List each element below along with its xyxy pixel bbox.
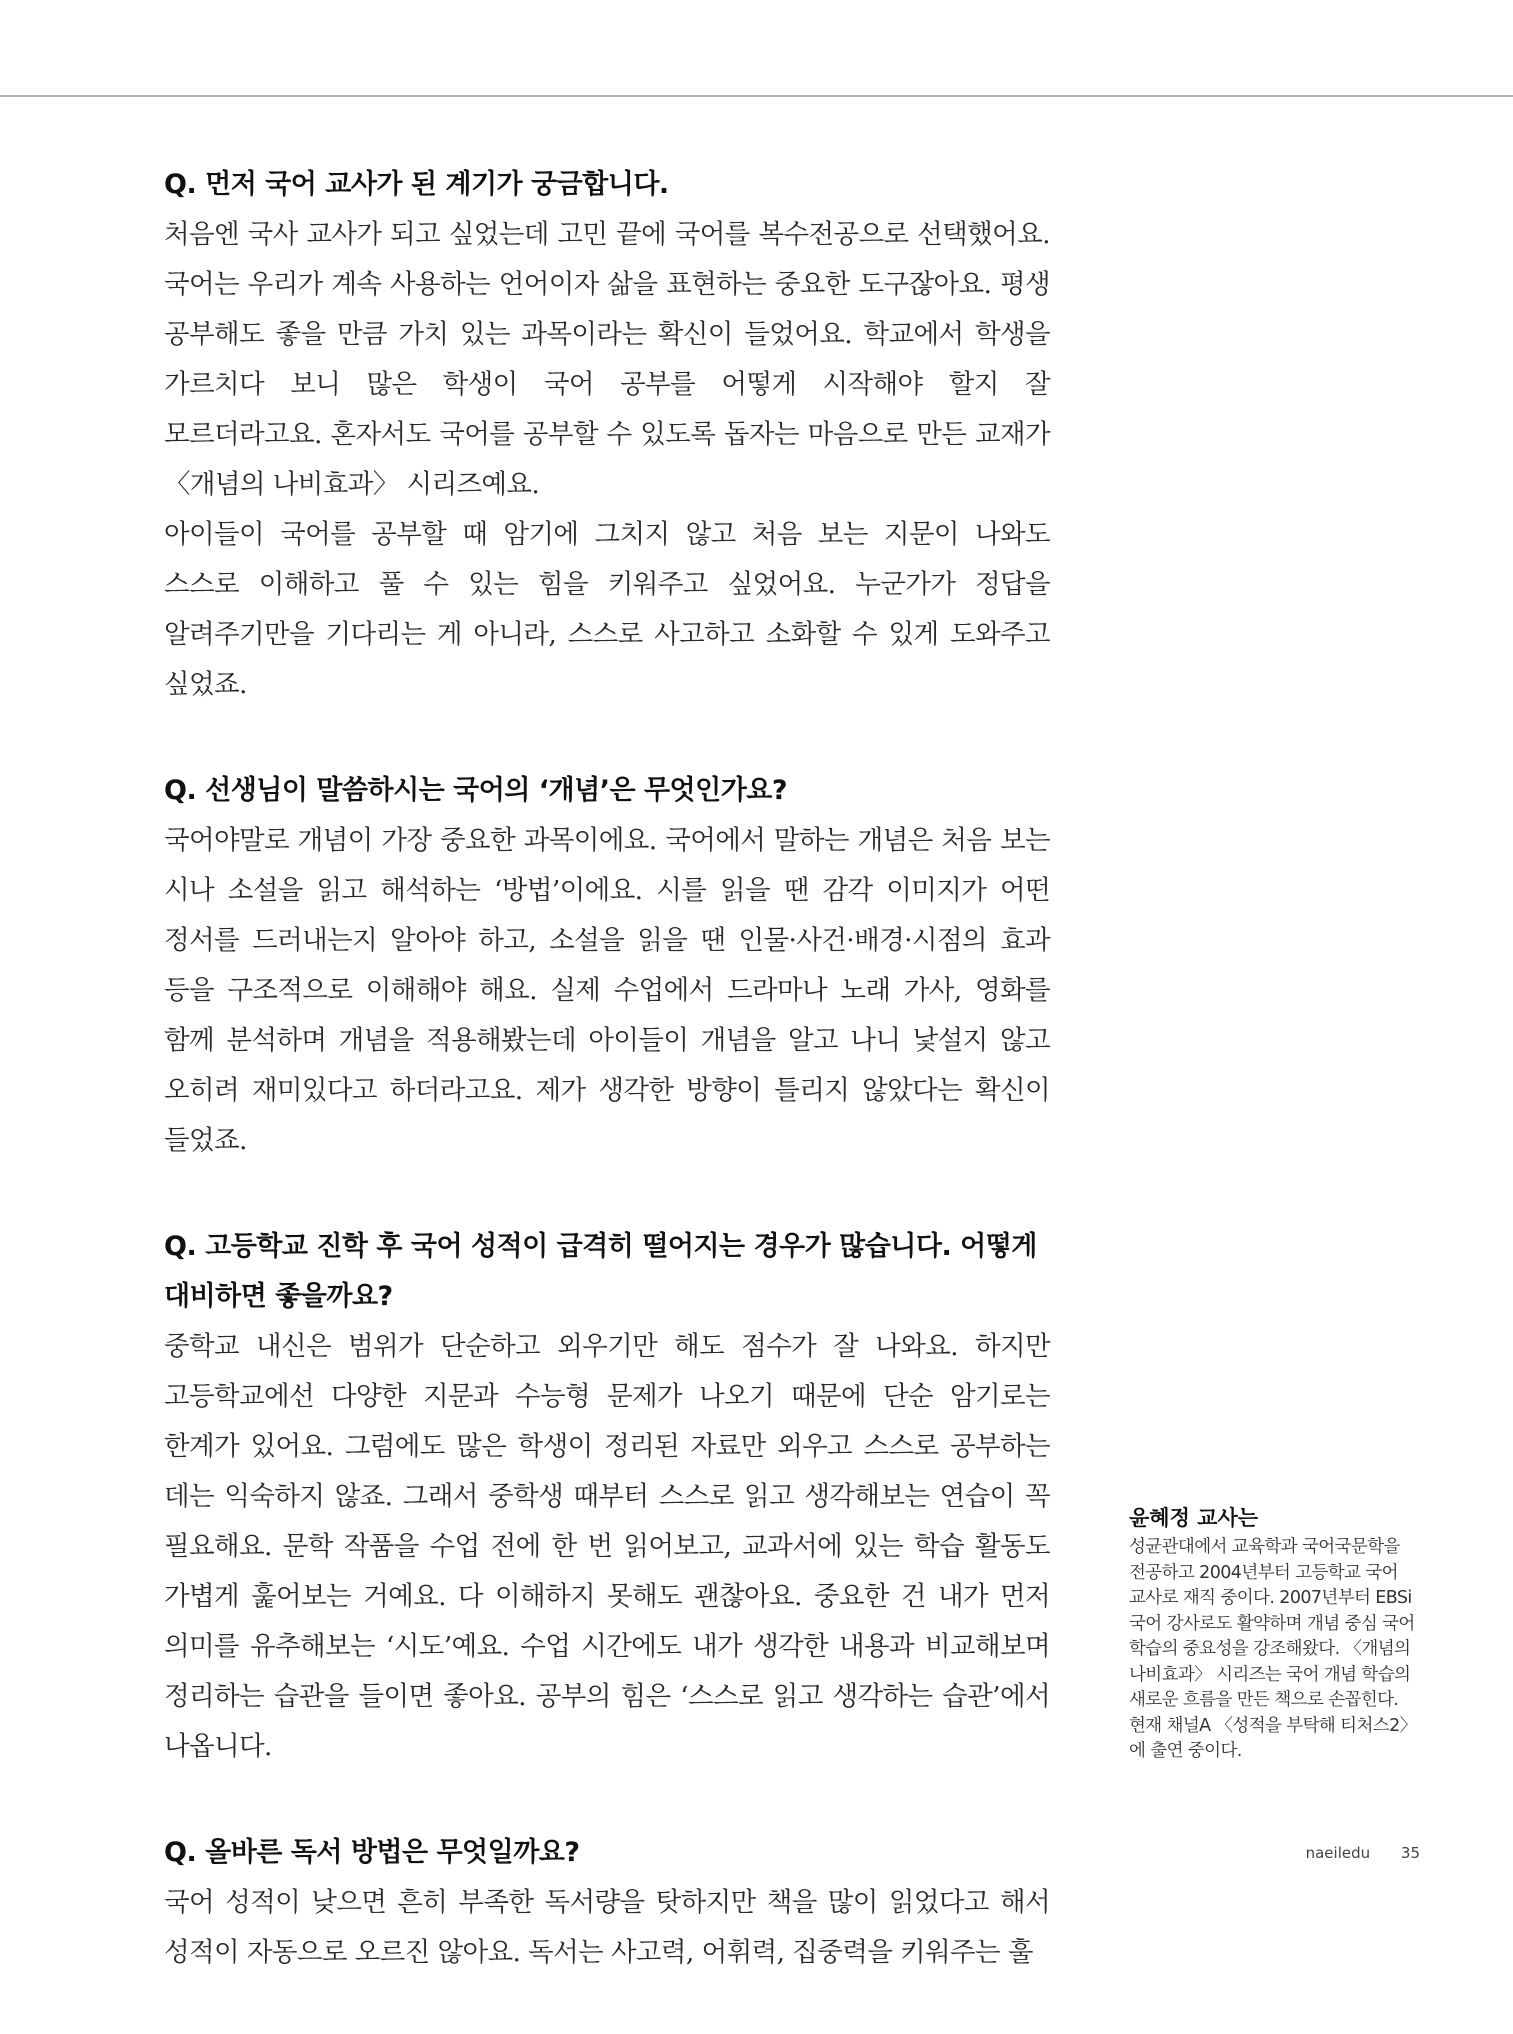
question-heading: Q. 올바른 독서 방법은 무엇일까요? — [164, 1837, 580, 1868]
qa-section-4 — [164, 1828, 1050, 1978]
header-divider-line — [0, 95, 1513, 97]
interview-article — [164, 160, 1050, 2034]
question-heading: Q. 먼저 국어 교사가 된 계기가 궁금합니다. — [164, 169, 669, 200]
answer-paragraph: 중학교 내신은 범위가 단순하고 외우기만 해도 점수가 잘 나와요. 하지만 고등학교에선 다양한 지문과 수능형 문제가 나오기 때문에 단순 암기로는 한계가 있어요. 그럼에도 많은 학생이 정리된 자료만 외우고 스스로 공부하는 데는 익숙하지 않죠. 그래서 중학생 때부터 스스로 읽고 생각해보는 연습이 꼭 필요해요. 문학 작품을 수업 전에 한 번 읽어보고, 교과서에 있는 학습 활동도 가볍게 훑어보는 거예요. 다 이해하지 못해도 괜찮아요. 중요한 건 내가 먼저 의미를 유추해보는 ‘시도’예요. 수업 시간에도 내가 생각한 내용과 비교해보며 정리하는 습관을 들이면 좋아요. 공부의 힘은 ‘스스로 읽고 생각하는 습관’에서 나옵니다. — [164, 1331, 1050, 1762]
page-footer — [1200, 1844, 1420, 1862]
teacher-profile-sidebar — [1129, 1503, 1419, 1765]
answer-paragraph: 국어 성적이 낮으면 흔히 부족한 독서량을 탓하지만 책을 많이 읽었다고 해서 성적이 자동으로 오르진 않아요. 독서는 사고력, 어휘력, 집중력을 키워주는 훌 — [164, 1887, 1050, 1968]
question-heading: Q. 고등학교 진학 후 국어 성적이 급격히 떨어지는 경우가 많습니다. 어떻게 대비하면 좋을까요? — [164, 1231, 1037, 1312]
qa-section-3 — [164, 1222, 1050, 1772]
page-number: 35 — [1400, 1844, 1420, 1862]
profile-bio: 성균관대에서 교육학과 국어국문학을 전공하고 2004년부터 고등학교 국어 교사로 재직 중이다. 2007년부터 EBSi 국어 강사로도 활약하며 개념 중심 국어 학습의 중요성을 강조해왔다. 〈개념의 나비효과〉 시리즈는 국어 개념 학습의 새로운 흐름을 만든 책으로 손꼽힌다. 현재 채널A 〈성적을 부탁해 티처스2〉에 출연 중이다. — [1129, 1537, 1417, 1761]
publication-name: naeiledu — [1305, 1844, 1371, 1862]
profile-name: 윤혜정 교사는 — [1129, 1506, 1259, 1530]
answer-paragraph: 국어야말로 개념이 가장 중요한 과목이에요. 국어에서 말하는 개념은 처음 보는 시나 소설을 읽고 해석하는 ‘방법’이에요. 시를 읽을 땐 감각 이미지가 어떤 정서를 드러내는지 알아야 하고, 소설을 읽을 땐 인물·사건·배경·시점의 효과 등을 구조적으로 이해해야 해요. 실제 수업에서 드라마나 노래 가사, 영화를 함께 분석하며 개념을 적용해봤는데 아이들이 개념을 알고 나니 낯설지 않고 오히려 재미있다고 하더라고요. 제가 생각한 방향이 틀리지 않았다는 확신이 들었죠. — [164, 825, 1050, 1156]
answer-paragraph: 아이들이 국어를 공부할 때 암기에 그치지 않고 처음 보는 지문이 나와도 스스로 이해하고 풀 수 있는 힘을 키워주고 싶었어요. 누군가가 정답을 알려주기만을 기다리는 게 아니라, 스스로 사고하고 소화할 수 있게 도와주고 싶었죠. — [164, 519, 1050, 700]
answer-paragraph: 처음엔 국사 교사가 되고 싶었는데 고민 끝에 국어를 복수전공으로 선택했어요. 국어는 우리가 계속 사용하는 언어이자 삶을 표현하는 중요한 도구잖아요. 평생 공부해도 좋을 만큼 가치 있는 과목이라는 확신이 들었어요. 학교에서 학생을 가르치다 보니 많은 학생이 국어 공부를 어떻게 시작해야 할지 잘 모르더라고요. 혼자서도 국어를 공부할 수 있도록 돕자는 마음으로 만든 교재가 〈개념의 나비효과〉 시리즈예요. — [164, 219, 1050, 500]
question-heading: Q. 선생님이 말씀하시는 국어의 ‘개념’은 무엇인가요? — [164, 775, 788, 806]
qa-section-1 — [164, 160, 1050, 710]
qa-section-2 — [164, 766, 1050, 1166]
